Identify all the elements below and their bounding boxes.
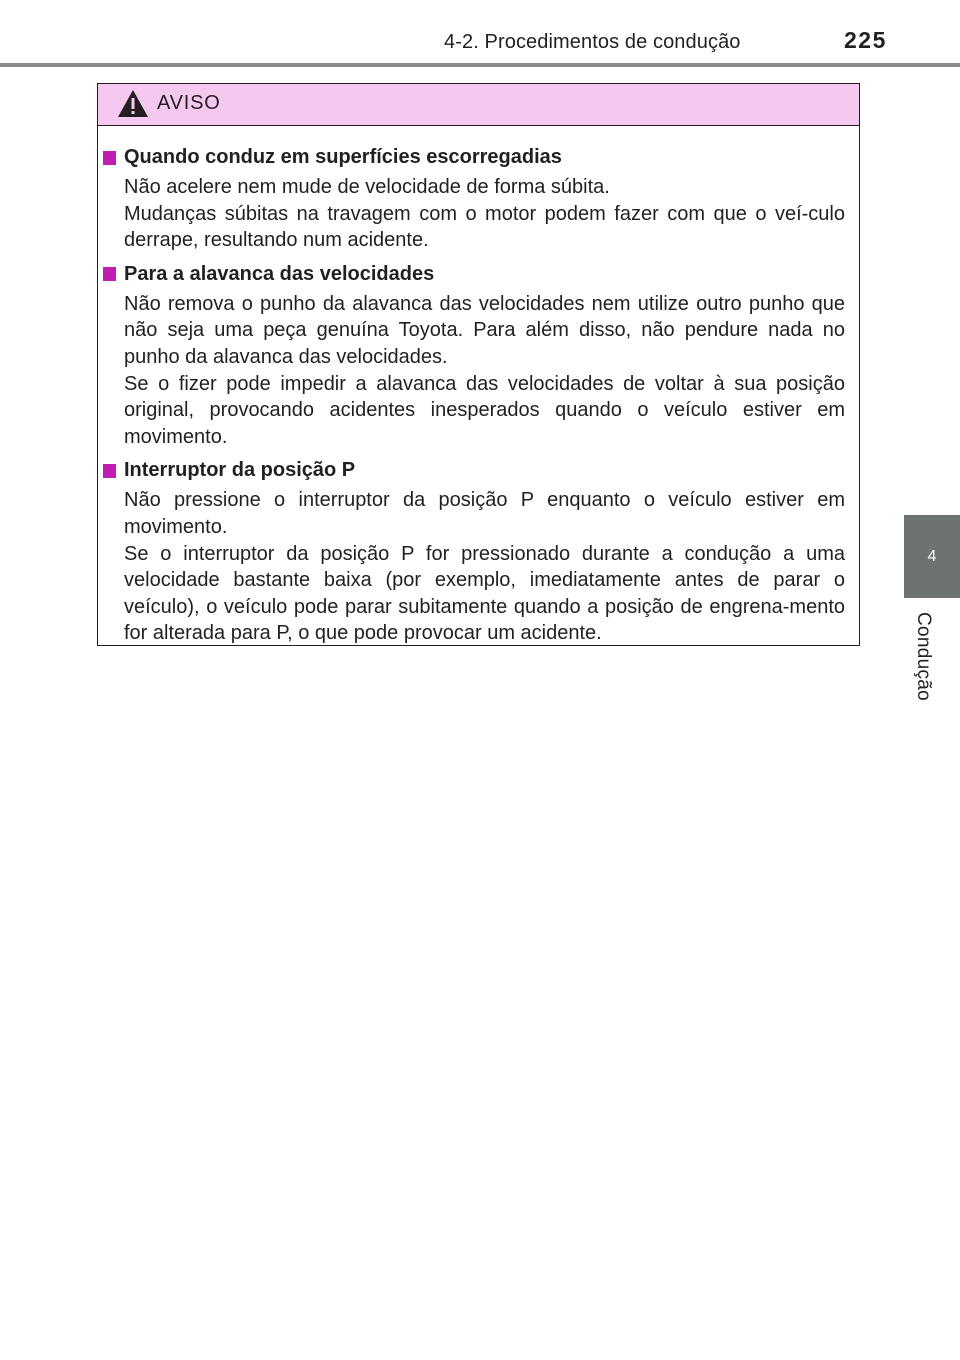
section-text	[103, 291, 845, 451]
chapter-tab-number: 4	[927, 547, 937, 565]
section-heading-text: Quando conduz em superfícies escorregadias	[124, 146, 562, 168]
section-heading	[103, 261, 845, 288]
warning-triangle-icon	[117, 89, 149, 118]
warning-section	[103, 457, 845, 647]
paragraph: Não acelere nem mude de velocidade de forma súbita.	[124, 176, 610, 198]
header-divider	[0, 63, 960, 67]
section-heading	[103, 457, 845, 484]
section-heading-text: Para a alavanca das velocidades	[124, 262, 435, 285]
warning-label: AVISO	[157, 92, 221, 114]
square-bullet-icon	[103, 267, 116, 281]
warning-box	[97, 83, 860, 646]
warning-header	[98, 84, 859, 126]
section-heading	[103, 144, 845, 171]
paragraph: Mudanças súbitas na travagem com o motor podem fazer com que o veí-culo derrape, resultando num acidente.	[124, 202, 845, 252]
warning-section	[103, 144, 845, 254]
paragraph: Se o interruptor da posição P for pressionado durante a condução a uma velocidade bastante baixa (por exemplo, imediatamente antes de parar o veículo), o veículo pode parar subitamente quando a posição de engrena-mento for alterada para P, o que pode provocar um acidente.	[124, 542, 845, 645]
paragraph: Se o fizer pode impedir a alavanca das velocidades de voltar à sua posição original, provocando acidentes inesperados quando o veículo estiver em movimento.	[124, 372, 845, 448]
warning-section	[103, 261, 845, 451]
chapter-section-title: 4-2. Procedimentos de condução	[444, 31, 741, 53]
page-number: 225	[844, 27, 887, 53]
section-heading-text: Interruptor da posição P	[124, 459, 356, 482]
warning-body	[98, 126, 859, 647]
square-bullet-icon	[103, 464, 116, 478]
section-text	[103, 487, 845, 647]
paragraph: Não remova o punho da alavanca das velocidades nem utilize outro punho que não seja uma peça genuína Toyota. Para além disso, não pendure nada no punho da alavanca das velocidades.	[124, 292, 845, 368]
chapter-tab[interactable]	[904, 515, 960, 598]
paragraph: Não pressione o interruptor da posição P enquanto o veículo estiver em movimento.	[124, 489, 845, 538]
section-text	[103, 174, 845, 254]
square-bullet-icon	[103, 151, 116, 165]
chapter-tab-label: Condução	[913, 612, 934, 702]
